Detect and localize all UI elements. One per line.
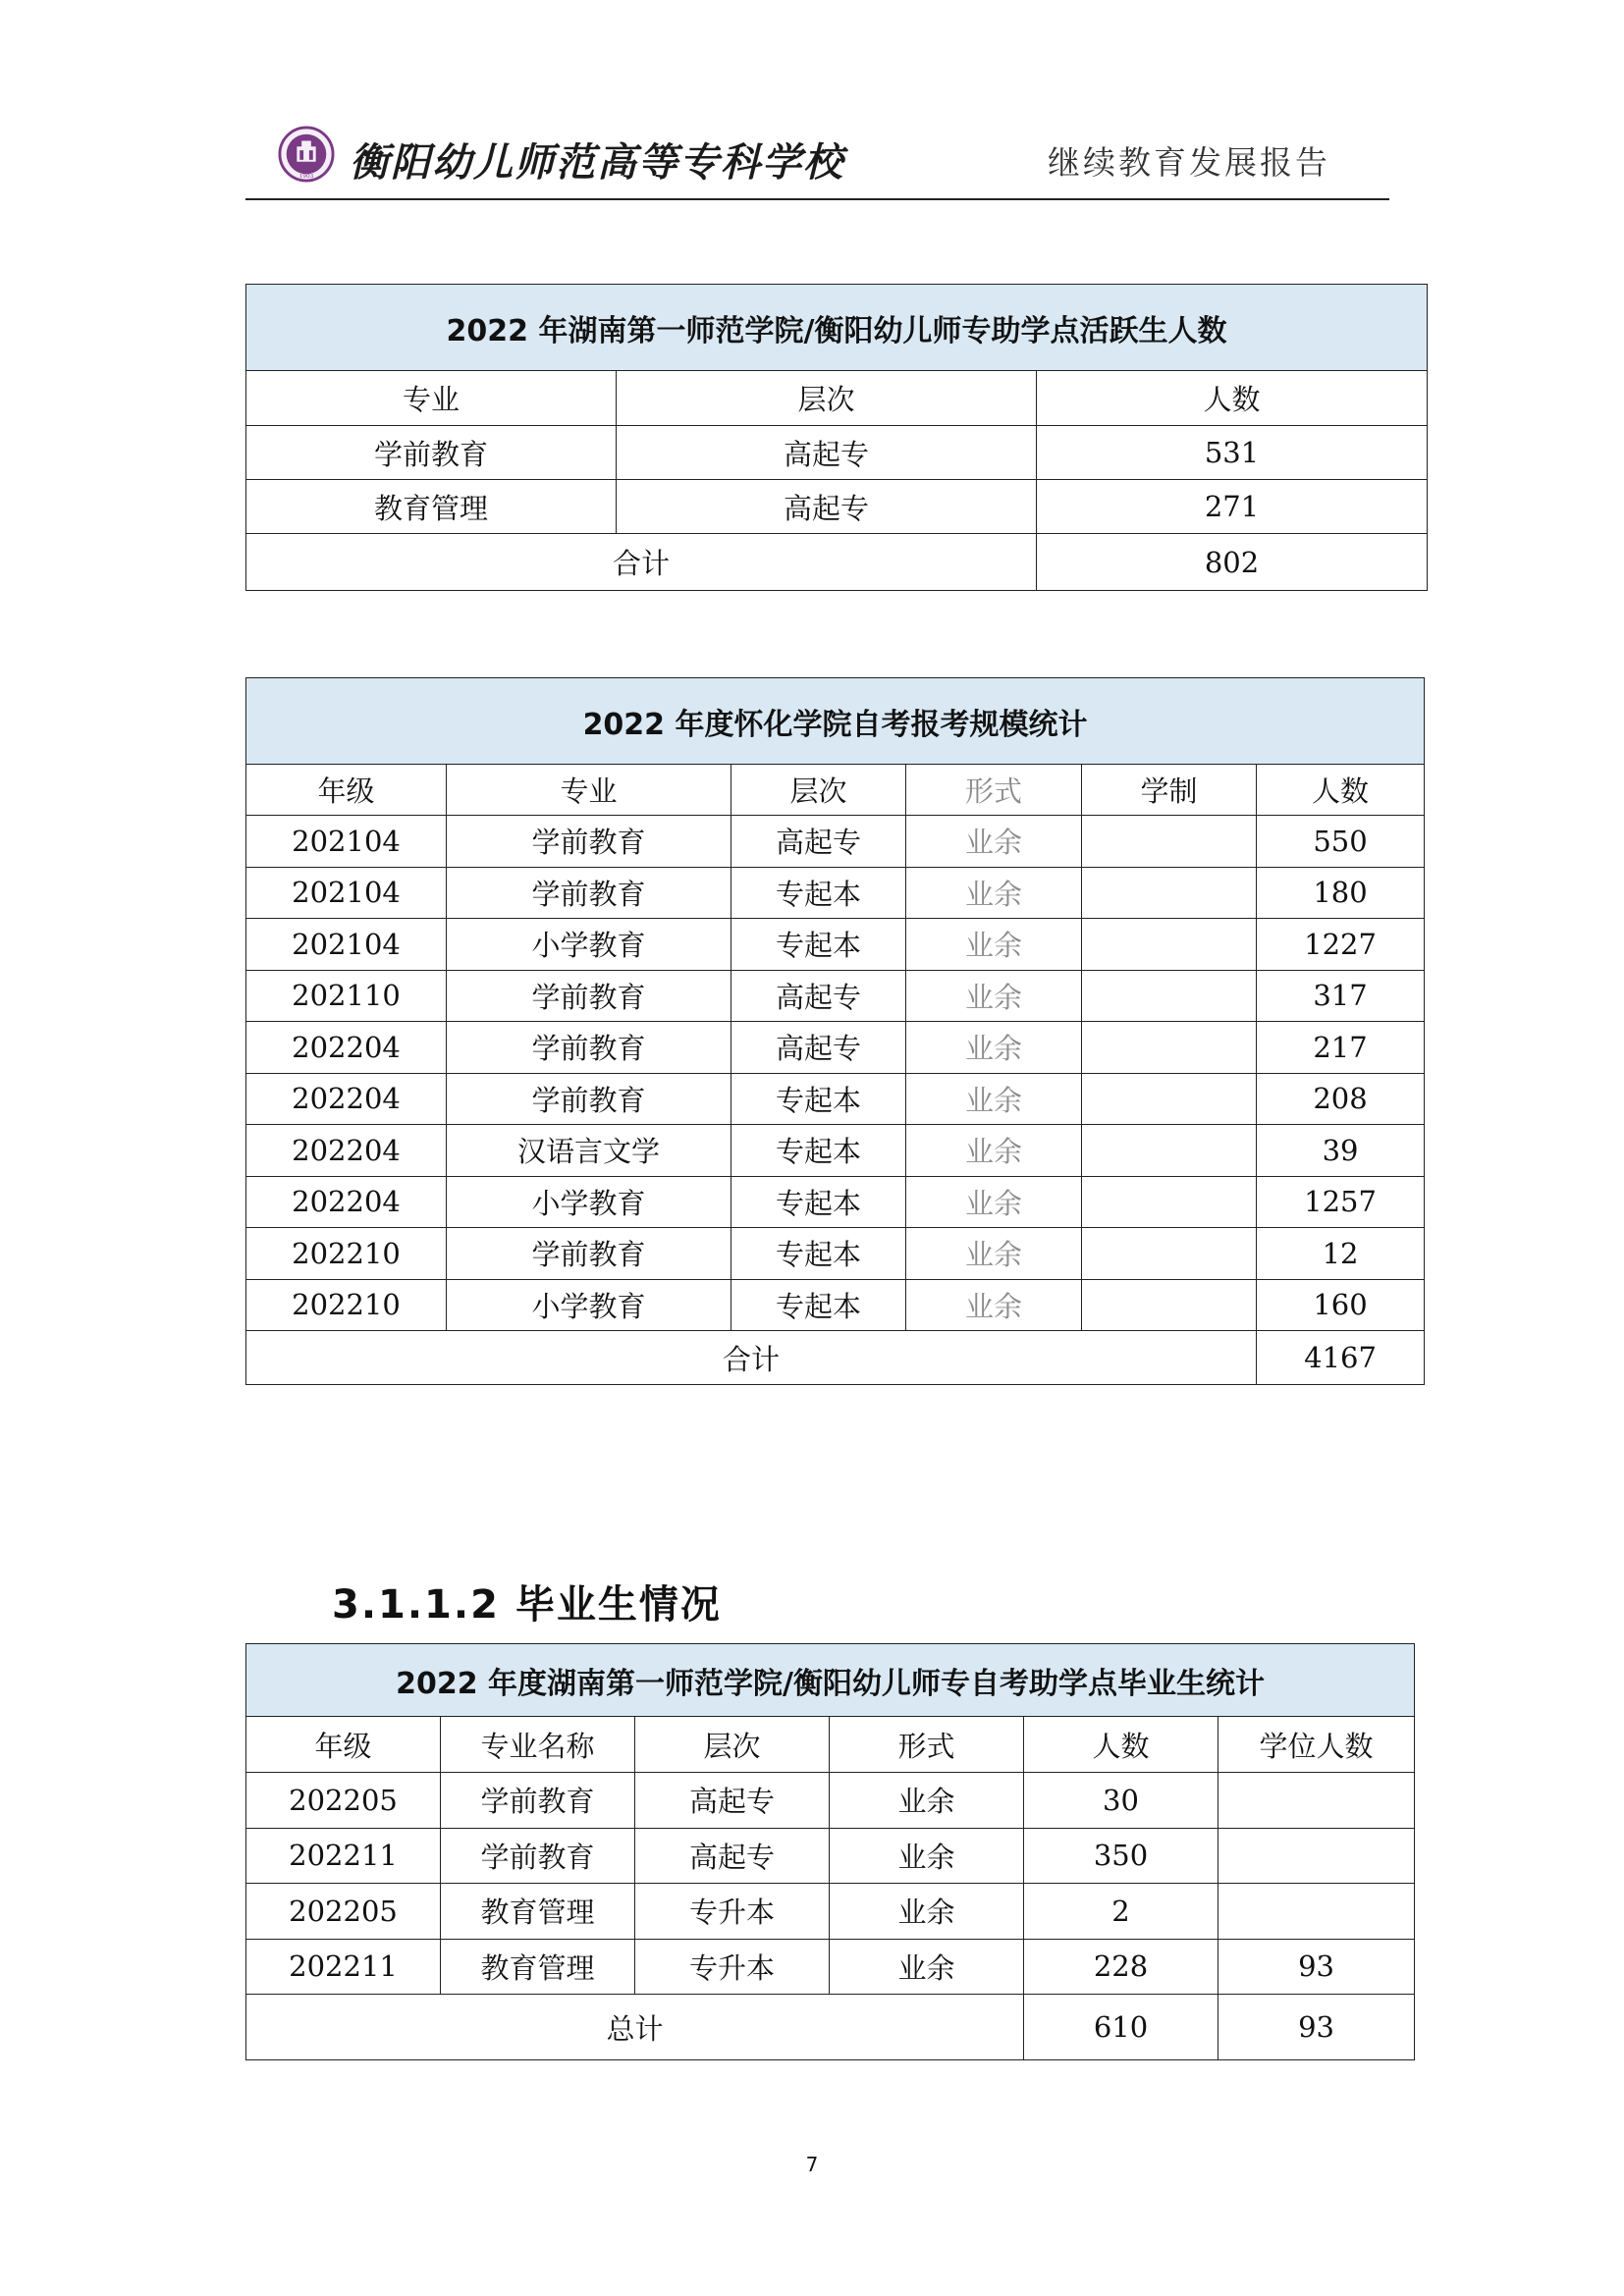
table-cell: 271 — [1037, 480, 1428, 534]
table-row — [246, 867, 1425, 919]
table-cell: 531 — [1037, 426, 1428, 480]
column-header: 学制 — [1082, 765, 1257, 816]
table-row — [246, 1828, 1415, 1884]
table-row — [246, 1176, 1425, 1228]
table-cell: 202204 — [246, 1022, 447, 1074]
table-cell: 专升本 — [635, 1884, 830, 1940]
table-cell: 专升本 — [635, 1939, 830, 1995]
self-exam-registration-table — [245, 677, 1425, 1385]
table-cell: 业余 — [906, 919, 1082, 971]
report-title: 继续教育发展报告 — [1048, 143, 1330, 182]
table-cell: 业余 — [906, 1279, 1082, 1331]
column-header: 专业名称 — [441, 1717, 635, 1773]
table-cell: 202211 — [246, 1939, 441, 1995]
table-row — [246, 919, 1425, 971]
table-cell: 1257 — [1257, 1176, 1425, 1228]
total-value: 610 — [1024, 1995, 1218, 2060]
table-cell: 202204 — [246, 1073, 447, 1125]
table-cell — [1082, 970, 1257, 1022]
table-cell: 专起本 — [731, 1176, 906, 1228]
school-name: 衡阳幼儿师范高等专科学校 — [350, 139, 844, 186]
table-cell: 202204 — [246, 1125, 447, 1177]
table-caption: 2022 年度湖南第一师范学院/衡阳幼儿师专自考助学点毕业生统计 — [246, 1644, 1415, 1717]
table-cell — [1082, 816, 1257, 868]
section-heading: 3.1.1.2 毕业生情况 — [332, 1582, 722, 1628]
table-cell: 217 — [1257, 1022, 1425, 1074]
table-cell: 学前教育 — [447, 970, 731, 1022]
table-row — [246, 1279, 1425, 1331]
total-label: 合计 — [246, 534, 1037, 591]
table-cell: 业余 — [906, 1176, 1082, 1228]
column-header: 层次 — [617, 371, 1037, 426]
table-cell: 业余 — [830, 1828, 1024, 1884]
table-cell — [1082, 1125, 1257, 1177]
table-row — [246, 426, 1428, 480]
page-number: 7 — [805, 2153, 819, 2176]
column-header: 年级 — [246, 1717, 441, 1773]
total-label: 总计 — [246, 1995, 1024, 2060]
table-cell: 汉语言文学 — [447, 1125, 731, 1177]
table-row — [246, 1773, 1415, 1829]
table-cell: 小学教育 — [447, 1176, 731, 1228]
table-caption: 2022 年度怀化学院自考报考规模统计 — [246, 678, 1425, 765]
table-body — [246, 1773, 1415, 1995]
seal-year: 1903 — [298, 174, 314, 181]
table-cell: 教育管理 — [441, 1884, 635, 1940]
table-cell: 317 — [1257, 970, 1425, 1022]
table-cell: 202110 — [246, 970, 447, 1022]
table-cell: 350 — [1024, 1828, 1218, 1884]
table-cell: 228 — [1024, 1939, 1218, 1995]
column-header: 年级 — [246, 765, 447, 816]
page-header — [245, 118, 1389, 200]
column-header: 专业 — [246, 371, 617, 426]
table-cell — [1218, 1828, 1415, 1884]
table-cell: 高起专 — [635, 1773, 830, 1829]
table-cell: 学前教育 — [447, 816, 731, 868]
table-cell: 202205 — [246, 1884, 441, 1940]
table-cell: 教育管理 — [441, 1939, 635, 1995]
total-row — [246, 1331, 1425, 1385]
table-cell: 学前教育 — [447, 867, 731, 919]
total-row — [246, 534, 1428, 591]
table-cell: 208 — [1257, 1073, 1425, 1125]
graduates-table — [245, 1643, 1415, 2060]
table-cell: 业余 — [830, 1884, 1024, 1940]
column-header: 形式 — [830, 1717, 1024, 1773]
table-cell: 202104 — [246, 867, 447, 919]
table-cell: 202210 — [246, 1228, 447, 1280]
table-caption: 2022 年湖南第一师范学院/衡阳幼儿师专助学点活跃生人数 — [246, 285, 1428, 371]
column-header: 人数 — [1024, 1717, 1218, 1773]
active-students-table — [245, 284, 1428, 591]
table-cell: 小学教育 — [447, 919, 731, 971]
school-seal-logo — [278, 126, 335, 183]
table-cell: 高起专 — [731, 1022, 906, 1074]
total-label: 合计 — [246, 1331, 1257, 1385]
table-cell: 550 — [1257, 816, 1425, 868]
table-row — [246, 1884, 1415, 1940]
table-cell: 1227 — [1257, 919, 1425, 971]
table-cell: 业余 — [906, 816, 1082, 868]
table-cell: 2 — [1024, 1884, 1218, 1940]
column-header: 人数 — [1257, 765, 1425, 816]
table-cell: 180 — [1257, 867, 1425, 919]
table-cell — [1082, 1022, 1257, 1074]
table-cell: 教育管理 — [246, 480, 617, 534]
table-cell: 专起本 — [731, 1279, 906, 1331]
table-cell: 业余 — [906, 1228, 1082, 1280]
table-cell: 业余 — [830, 1939, 1024, 1995]
table-cell: 小学教育 — [447, 1279, 731, 1331]
column-header: 层次 — [731, 765, 906, 816]
table-cell: 业余 — [906, 1125, 1082, 1177]
table-cell — [1082, 1228, 1257, 1280]
table-cell: 专起本 — [731, 1125, 906, 1177]
table-cell: 202210 — [246, 1279, 447, 1331]
table-cell: 93 — [1218, 1939, 1415, 1995]
table-cell: 高起专 — [731, 816, 906, 868]
table-cell: 学前教育 — [246, 426, 617, 480]
table-cell: 202104 — [246, 816, 447, 868]
table-row — [246, 816, 1425, 868]
table-cell — [1082, 919, 1257, 971]
total-row — [246, 1995, 1415, 2060]
table-cell: 学前教育 — [441, 1828, 635, 1884]
table-row — [246, 1228, 1425, 1280]
table-cell: 业余 — [906, 1073, 1082, 1125]
column-header: 形式 — [906, 765, 1082, 816]
table-row — [246, 1939, 1415, 1995]
table-cell: 202104 — [246, 919, 447, 971]
table-cell — [1082, 867, 1257, 919]
table-row — [246, 1022, 1425, 1074]
table-cell: 专起本 — [731, 1073, 906, 1125]
table-cell: 160 — [1257, 1279, 1425, 1331]
table-body — [246, 816, 1425, 1331]
table-cell — [1218, 1884, 1415, 1940]
table-cell — [1082, 1176, 1257, 1228]
table-row — [246, 480, 1428, 534]
table-cell: 业余 — [906, 970, 1082, 1022]
table-cell: 业余 — [906, 867, 1082, 919]
table-cell: 学前教育 — [447, 1022, 731, 1074]
table-cell — [1218, 1773, 1415, 1829]
table-cell: 专起本 — [731, 867, 906, 919]
table-cell: 高起专 — [731, 970, 906, 1022]
table-cell: 学前教育 — [447, 1228, 731, 1280]
table-cell: 学前教育 — [441, 1773, 635, 1829]
table-row — [246, 1073, 1425, 1125]
table-cell: 业余 — [906, 1022, 1082, 1074]
table-cell: 高起专 — [617, 480, 1037, 534]
table-cell: 39 — [1257, 1125, 1425, 1177]
total-value: 4167 — [1257, 1331, 1425, 1385]
table-cell: 12 — [1257, 1228, 1425, 1280]
table-cell: 专起本 — [731, 1228, 906, 1280]
total-degree-value: 93 — [1218, 1995, 1415, 2060]
table-cell: 专起本 — [731, 919, 906, 971]
table-cell: 30 — [1024, 1773, 1218, 1829]
table-cell: 202205 — [246, 1773, 441, 1829]
total-value: 802 — [1037, 534, 1428, 591]
table-cell: 学前教育 — [447, 1073, 731, 1125]
table-row — [246, 1125, 1425, 1177]
table-cell: 高起专 — [635, 1828, 830, 1884]
column-header: 学位人数 — [1218, 1717, 1415, 1773]
table-cell — [1082, 1279, 1257, 1331]
table-cell: 业余 — [830, 1773, 1024, 1829]
column-header: 人数 — [1037, 371, 1428, 426]
table-cell: 202211 — [246, 1828, 441, 1884]
column-header: 层次 — [635, 1717, 830, 1773]
table-cell — [1082, 1073, 1257, 1125]
table-row — [246, 970, 1425, 1022]
column-header: 专业 — [447, 765, 731, 816]
table-cell: 202204 — [246, 1176, 447, 1228]
table-cell: 高起专 — [617, 426, 1037, 480]
